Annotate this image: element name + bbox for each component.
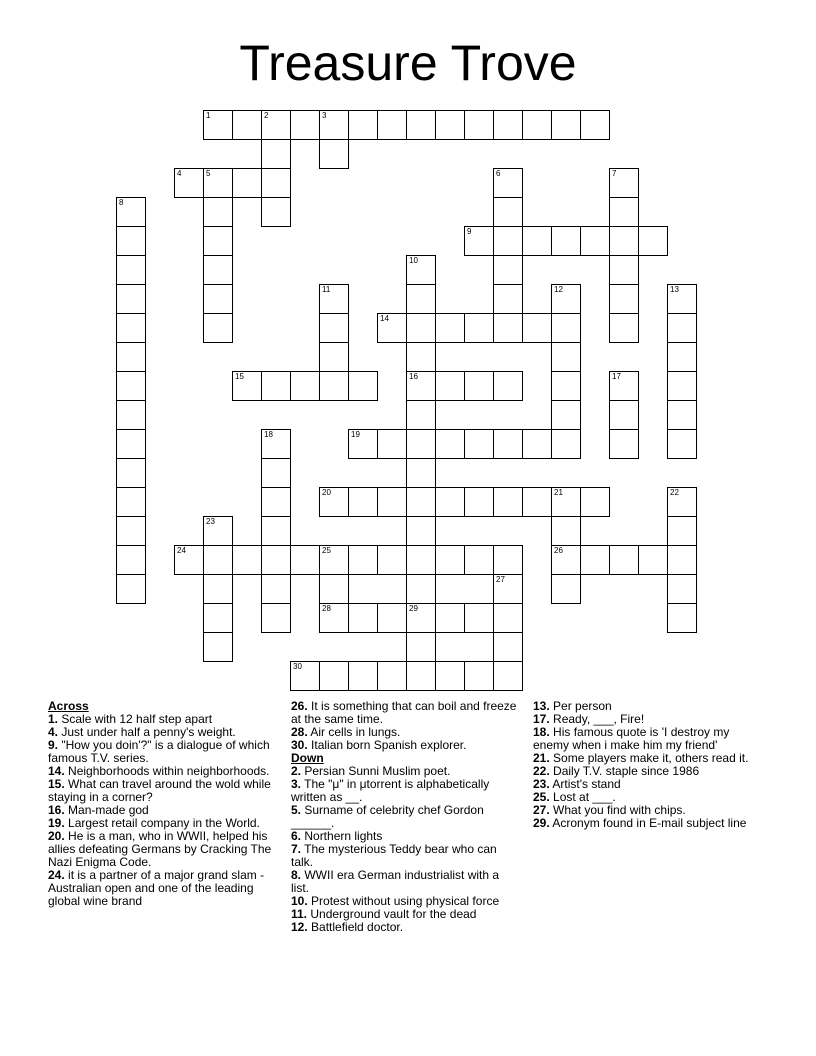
clue-number: 20	[322, 488, 331, 497]
clue-number: 11.	[291, 907, 308, 921]
grid-cell[interactable]	[406, 603, 436, 633]
grid-cell[interactable]	[116, 284, 146, 314]
grid-cell[interactable]	[232, 168, 262, 198]
grid-cell[interactable]	[261, 487, 291, 517]
grid-cell[interactable]	[261, 516, 291, 546]
clue-number: 28	[322, 604, 331, 613]
grid-cell[interactable]	[551, 516, 581, 546]
grid-cell[interactable]	[319, 342, 349, 372]
grid-cell[interactable]	[493, 487, 523, 517]
clue-number: 19	[351, 430, 360, 439]
clue-number: 27	[496, 575, 505, 584]
clue-number: 23.	[533, 777, 550, 791]
grid-cell[interactable]	[667, 371, 697, 401]
grid-cell[interactable]	[406, 255, 436, 285]
down-clue	[291, 921, 517, 934]
clue-text: Man-made god	[64, 803, 149, 817]
grid-cell[interactable]	[406, 545, 436, 575]
clue-number: 26	[554, 546, 563, 555]
grid-cell[interactable]	[116, 313, 146, 343]
grid-cell[interactable]	[377, 487, 407, 517]
clue-number: 7.	[291, 842, 302, 856]
clue-text: His famous quote is 'I destroy my enemy when i make him my friend'	[533, 725, 730, 752]
grid-cell[interactable]	[609, 313, 639, 343]
grid-cell[interactable]	[348, 110, 378, 140]
clue-number: 10	[409, 256, 418, 265]
grid-cell[interactable]	[203, 168, 233, 198]
clue-number: 15.	[48, 777, 65, 791]
grid-cell[interactable]	[319, 574, 349, 604]
clue-text: It is something that can boil and freeze at the same time.	[291, 699, 517, 726]
grid-cell[interactable]	[406, 342, 436, 372]
grid-cell[interactable]	[667, 603, 697, 633]
clue-text: The "μ" in μtorrent is alphabetically written as __.	[291, 777, 490, 804]
clue-text: Air cells in lungs.	[307, 725, 401, 739]
clue-number: 4	[177, 169, 182, 178]
grid-cell[interactable]	[638, 545, 668, 575]
grid-cell[interactable]	[464, 226, 494, 256]
grid-cell[interactable]	[609, 197, 639, 227]
clue-number: 17	[612, 372, 621, 381]
clue-number: 1	[206, 111, 211, 120]
grid-cell[interactable]	[464, 661, 494, 691]
down-clue	[291, 804, 517, 830]
grid-cell[interactable]	[406, 632, 436, 662]
grid-cell[interactable]	[551, 574, 581, 604]
grid-cell[interactable]	[667, 284, 697, 314]
grid-cell[interactable]	[116, 487, 146, 517]
grid-cell[interactable]	[493, 603, 523, 633]
clue-text: WWII era German industrialist with a list.	[291, 868, 500, 895]
clue-text: Per person	[549, 699, 612, 713]
grid-cell[interactable]	[464, 313, 494, 343]
grid-cell[interactable]	[464, 429, 494, 459]
grid-cell[interactable]	[435, 603, 465, 633]
grid-cell[interactable]	[464, 487, 494, 517]
clues-column-2	[291, 700, 517, 934]
across-clue	[48, 739, 274, 765]
clue-number: 18	[264, 430, 273, 439]
clue-number: 5	[206, 169, 211, 178]
grid-cell[interactable]	[116, 371, 146, 401]
grid-cell[interactable]	[493, 284, 523, 314]
grid-cell[interactable]	[203, 603, 233, 633]
grid-cell[interactable]	[667, 487, 697, 517]
grid-cell[interactable]	[493, 168, 523, 198]
grid-cell[interactable]	[435, 429, 465, 459]
grid-cell[interactable]	[493, 255, 523, 285]
clue-number: 8.	[291, 868, 302, 882]
grid-cell[interactable]	[261, 197, 291, 227]
clue-number: 10.	[291, 894, 308, 908]
down-clue	[291, 869, 517, 895]
grid-cell[interactable]	[203, 632, 233, 662]
grid-cell[interactable]	[319, 545, 349, 575]
clues-column-1	[48, 700, 274, 908]
clue-text: Lost at ___.	[549, 790, 616, 804]
clue-text: Scale with 12 half step apart	[58, 712, 213, 726]
grid-cell[interactable]	[464, 603, 494, 633]
clue-number: 19.	[48, 816, 65, 830]
grid-cell[interactable]	[609, 400, 639, 430]
clue-number: 28.	[291, 725, 308, 739]
clue-number: 9	[467, 227, 472, 236]
clue-text: The mysterious Teddy bear who can talk.	[291, 842, 497, 869]
clue-text: Neighborhoods within neighborhoods.	[64, 764, 270, 778]
grid-cell[interactable]	[667, 400, 697, 430]
grid-cell[interactable]	[435, 110, 465, 140]
clue-text: What you find with chips.	[549, 803, 686, 817]
clue-text: Daily T.V. staple since 1986	[549, 764, 700, 778]
grid-cell[interactable]	[493, 429, 523, 459]
grid-cell[interactable]	[580, 545, 610, 575]
grid-cell[interactable]	[551, 110, 581, 140]
down-clue-list-continued	[533, 700, 759, 830]
grid-cell[interactable]	[377, 313, 407, 343]
clue-number: 25.	[533, 790, 550, 804]
clue-number: 6	[496, 169, 501, 178]
grid-cell[interactable]	[348, 487, 378, 517]
grid-cell[interactable]	[348, 603, 378, 633]
clue-number: 13.	[533, 699, 550, 713]
clue-number: 13	[670, 285, 679, 294]
clue-text: "How you doin'?" is a dialogue of which famous T.V. series.	[48, 738, 270, 765]
grid-cell[interactable]	[522, 110, 552, 140]
grid-cell[interactable]	[261, 458, 291, 488]
grid-cell[interactable]	[667, 313, 697, 343]
clue-number: 14.	[48, 764, 65, 778]
grid-cell[interactable]	[609, 168, 639, 198]
grid-cell[interactable]	[522, 313, 552, 343]
clue-number: 26.	[291, 699, 308, 713]
grid-cell[interactable]	[406, 574, 436, 604]
grid-cell[interactable]	[551, 487, 581, 517]
grid-cell[interactable]	[464, 545, 494, 575]
grid-cell[interactable]	[406, 458, 436, 488]
grid-cell[interactable]	[377, 545, 407, 575]
clue-number: 12.	[291, 920, 308, 934]
clue-number: 2.	[291, 764, 302, 778]
grid-cell[interactable]	[319, 139, 349, 169]
grid-cell[interactable]	[116, 342, 146, 372]
grid-cell[interactable]	[493, 313, 523, 343]
down-clue	[533, 726, 759, 752]
down-heading: Down	[291, 751, 324, 765]
grid-cell[interactable]	[638, 226, 668, 256]
grid-cell[interactable]	[377, 661, 407, 691]
clue-number: 20.	[48, 829, 65, 843]
clue-number: 5.	[291, 803, 302, 817]
grid-cell[interactable]	[261, 139, 291, 169]
grid-cell[interactable]	[493, 661, 523, 691]
clue-text: Northern lights	[301, 829, 383, 843]
grid-cell[interactable]	[261, 371, 291, 401]
clue-number: 9.	[48, 738, 59, 752]
grid-cell[interactable]	[319, 110, 349, 140]
across-clue	[291, 700, 517, 726]
clue-number: 2	[264, 111, 269, 120]
grid-cell[interactable]	[116, 545, 146, 575]
clue-text: Ready, ___, Fire!	[549, 712, 645, 726]
clue-text: Largest retail company in the World.	[64, 816, 260, 830]
grid-cell[interactable]	[406, 661, 436, 691]
grid-cell[interactable]	[551, 284, 581, 314]
grid-cell[interactable]	[551, 400, 581, 430]
down-clue	[291, 843, 517, 869]
grid-cell[interactable]	[348, 545, 378, 575]
grid-cell[interactable]	[609, 371, 639, 401]
grid-cell[interactable]	[493, 371, 523, 401]
grid-cell[interactable]	[667, 574, 697, 604]
grid-cell[interactable]	[174, 168, 204, 198]
across-clue	[48, 869, 274, 908]
grid-cell[interactable]	[261, 545, 291, 575]
clue-text: Artist's stand	[549, 777, 621, 791]
grid-cell[interactable]	[116, 516, 146, 546]
clue-text: Some players make it, others read it.	[549, 751, 749, 765]
grid-cell[interactable]	[406, 400, 436, 430]
clue-text: Just under half a penny's weight.	[58, 725, 236, 739]
down-clue-list	[291, 765, 517, 934]
clue-number: 24.	[48, 868, 65, 882]
grid-cell[interactable]	[493, 545, 523, 575]
clue-number: 14	[380, 314, 389, 323]
clue-text: Surname of celebrity chef Gordon ______.	[291, 803, 484, 830]
grid-cell[interactable]	[116, 226, 146, 256]
grid-cell[interactable]	[261, 110, 291, 140]
grid-cell[interactable]	[522, 226, 552, 256]
clue-number: 30.	[291, 738, 308, 752]
grid-cell[interactable]	[551, 545, 581, 575]
grid-cell[interactable]	[493, 226, 523, 256]
grid-cell[interactable]	[348, 661, 378, 691]
grid-cell[interactable]	[261, 168, 291, 198]
across-clue	[48, 830, 274, 869]
grid-cell[interactable]	[116, 255, 146, 285]
clue-number: 12	[554, 285, 563, 294]
grid-cell[interactable]	[493, 197, 523, 227]
grid-cell[interactable]	[406, 429, 436, 459]
across-heading: Across	[48, 699, 89, 713]
grid-cell[interactable]	[203, 110, 233, 140]
grid-cell[interactable]	[319, 661, 349, 691]
grid-cell[interactable]	[232, 545, 262, 575]
clue-number: 24	[177, 546, 186, 555]
grid-cell[interactable]	[116, 429, 146, 459]
grid-cell[interactable]	[667, 516, 697, 546]
grid-cell[interactable]	[406, 110, 436, 140]
clue-number: 6.	[291, 829, 302, 843]
clue-text: Battlefield doctor.	[307, 920, 404, 934]
grid-cell[interactable]	[203, 516, 233, 546]
grid-cell[interactable]	[435, 371, 465, 401]
grid-cell[interactable]	[522, 429, 552, 459]
grid-cell[interactable]	[116, 400, 146, 430]
clue-number: 22	[670, 488, 679, 497]
grid-cell[interactable]	[290, 110, 320, 140]
down-clue	[291, 778, 517, 804]
grid-cell[interactable]	[116, 197, 146, 227]
grid-cell[interactable]	[290, 371, 320, 401]
clue-text: What can travel around the wold while staying in a corner?	[48, 777, 271, 804]
clue-text: Persian Sunni Muslim poet.	[301, 764, 451, 778]
grid-cell[interactable]	[406, 284, 436, 314]
clue-text: it is a partner of a major grand slam - Australian open and one of the leading global wine brand	[48, 868, 265, 908]
grid-cell[interactable]	[464, 110, 494, 140]
grid-cell[interactable]	[435, 545, 465, 575]
grid-cell[interactable]	[319, 371, 349, 401]
grid-cell[interactable]	[551, 342, 581, 372]
grid-cell[interactable]	[435, 313, 465, 343]
grid-cell[interactable]	[290, 545, 320, 575]
across-clue-list	[48, 713, 274, 908]
clue-number: 22.	[533, 764, 550, 778]
clue-number: 4.	[48, 725, 59, 739]
clue-number: 3.	[291, 777, 302, 791]
clue-number: 16	[409, 372, 418, 381]
grid-cell[interactable]	[232, 371, 262, 401]
grid-cell[interactable]	[203, 313, 233, 343]
grid-cell[interactable]	[116, 574, 146, 604]
clue-number: 3	[322, 111, 327, 120]
clue-number: 16.	[48, 803, 65, 817]
grid-cell[interactable]	[435, 661, 465, 691]
grid-cell[interactable]	[319, 487, 349, 517]
grid-cell[interactable]	[377, 429, 407, 459]
clue-number: 30	[293, 662, 302, 671]
grid-cell[interactable]	[435, 487, 465, 517]
grid-cell[interactable]	[348, 371, 378, 401]
grid-cell[interactable]	[203, 197, 233, 227]
grid-cell[interactable]	[609, 255, 639, 285]
clue-number: 8	[119, 198, 124, 207]
puzzle-title: Treasure Trove	[239, 35, 577, 91]
grid-cell[interactable]	[580, 226, 610, 256]
grid-cell[interactable]	[203, 574, 233, 604]
clue-number: 29	[409, 604, 418, 613]
grid-cell[interactable]	[377, 110, 407, 140]
grid-cell[interactable]	[261, 429, 291, 459]
grid-cell[interactable]	[203, 284, 233, 314]
grid-cell[interactable]	[406, 313, 436, 343]
clue-number: 23	[206, 517, 215, 526]
clue-number: 1.	[48, 712, 59, 726]
grid-cell[interactable]	[406, 487, 436, 517]
across-clue	[48, 778, 274, 804]
grid-cell[interactable]	[348, 429, 378, 459]
grid-cell[interactable]	[580, 110, 610, 140]
down-clue	[533, 817, 759, 830]
clue-number: 18.	[533, 725, 550, 739]
grid-cell[interactable]	[493, 110, 523, 140]
grid-cell[interactable]	[667, 342, 697, 372]
clues-column-3	[533, 700, 759, 830]
grid-cell[interactable]	[406, 371, 436, 401]
grid-cell[interactable]	[319, 284, 349, 314]
grid-cell[interactable]	[232, 110, 262, 140]
grid-cell[interactable]	[580, 487, 610, 517]
clue-number: 29.	[533, 816, 550, 830]
across-clue-list-continued	[291, 700, 517, 752]
grid-cell[interactable]	[406, 516, 436, 546]
clue-text: He is a man, who in WWII, helped his allies defeating Germans by Cracking The Nazi Enigma Code.	[48, 829, 272, 869]
grid-cell[interactable]	[667, 429, 697, 459]
grid-cell[interactable]	[667, 545, 697, 575]
grid-cell[interactable]	[609, 429, 639, 459]
grid-cell[interactable]	[551, 226, 581, 256]
clue-text: Italian born Spanish explorer.	[307, 738, 467, 752]
grid-cell[interactable]	[319, 313, 349, 343]
grid-cell[interactable]	[551, 429, 581, 459]
grid-cell[interactable]	[290, 661, 320, 691]
clue-text: Protest without using physical force	[307, 894, 500, 908]
across-clue	[291, 739, 517, 752]
clue-number: 11	[322, 285, 331, 294]
grid-cell[interactable]	[116, 458, 146, 488]
clue-number: 21.	[533, 751, 550, 765]
grid-cell[interactable]	[203, 226, 233, 256]
grid-cell[interactable]	[609, 284, 639, 314]
grid-cell[interactable]	[464, 371, 494, 401]
grid-cell[interactable]	[319, 603, 349, 633]
grid-cell[interactable]	[203, 545, 233, 575]
grid-cell[interactable]	[522, 487, 552, 517]
grid-cell[interactable]	[609, 545, 639, 575]
grid-cell[interactable]	[174, 545, 204, 575]
clue-number: 7	[612, 169, 617, 178]
grid-cell[interactable]	[493, 632, 523, 662]
grid-cell[interactable]	[203, 255, 233, 285]
clue-number: 15	[235, 372, 244, 381]
clue-number: 25	[322, 546, 331, 555]
clue-number: 21	[554, 488, 563, 497]
clue-text: Acronym found in E-mail subject line	[549, 816, 747, 830]
grid-cell[interactable]	[377, 603, 407, 633]
clue-text: Underground vault for the dead	[307, 907, 477, 921]
grid-cell[interactable]	[551, 313, 581, 343]
grid-cell[interactable]	[261, 603, 291, 633]
clue-number: 27.	[533, 803, 550, 817]
clue-number: 17.	[533, 712, 550, 726]
grid-cell[interactable]	[261, 574, 291, 604]
grid-cell[interactable]	[493, 574, 523, 604]
grid-cell[interactable]	[609, 226, 639, 256]
grid-cell[interactable]	[551, 371, 581, 401]
